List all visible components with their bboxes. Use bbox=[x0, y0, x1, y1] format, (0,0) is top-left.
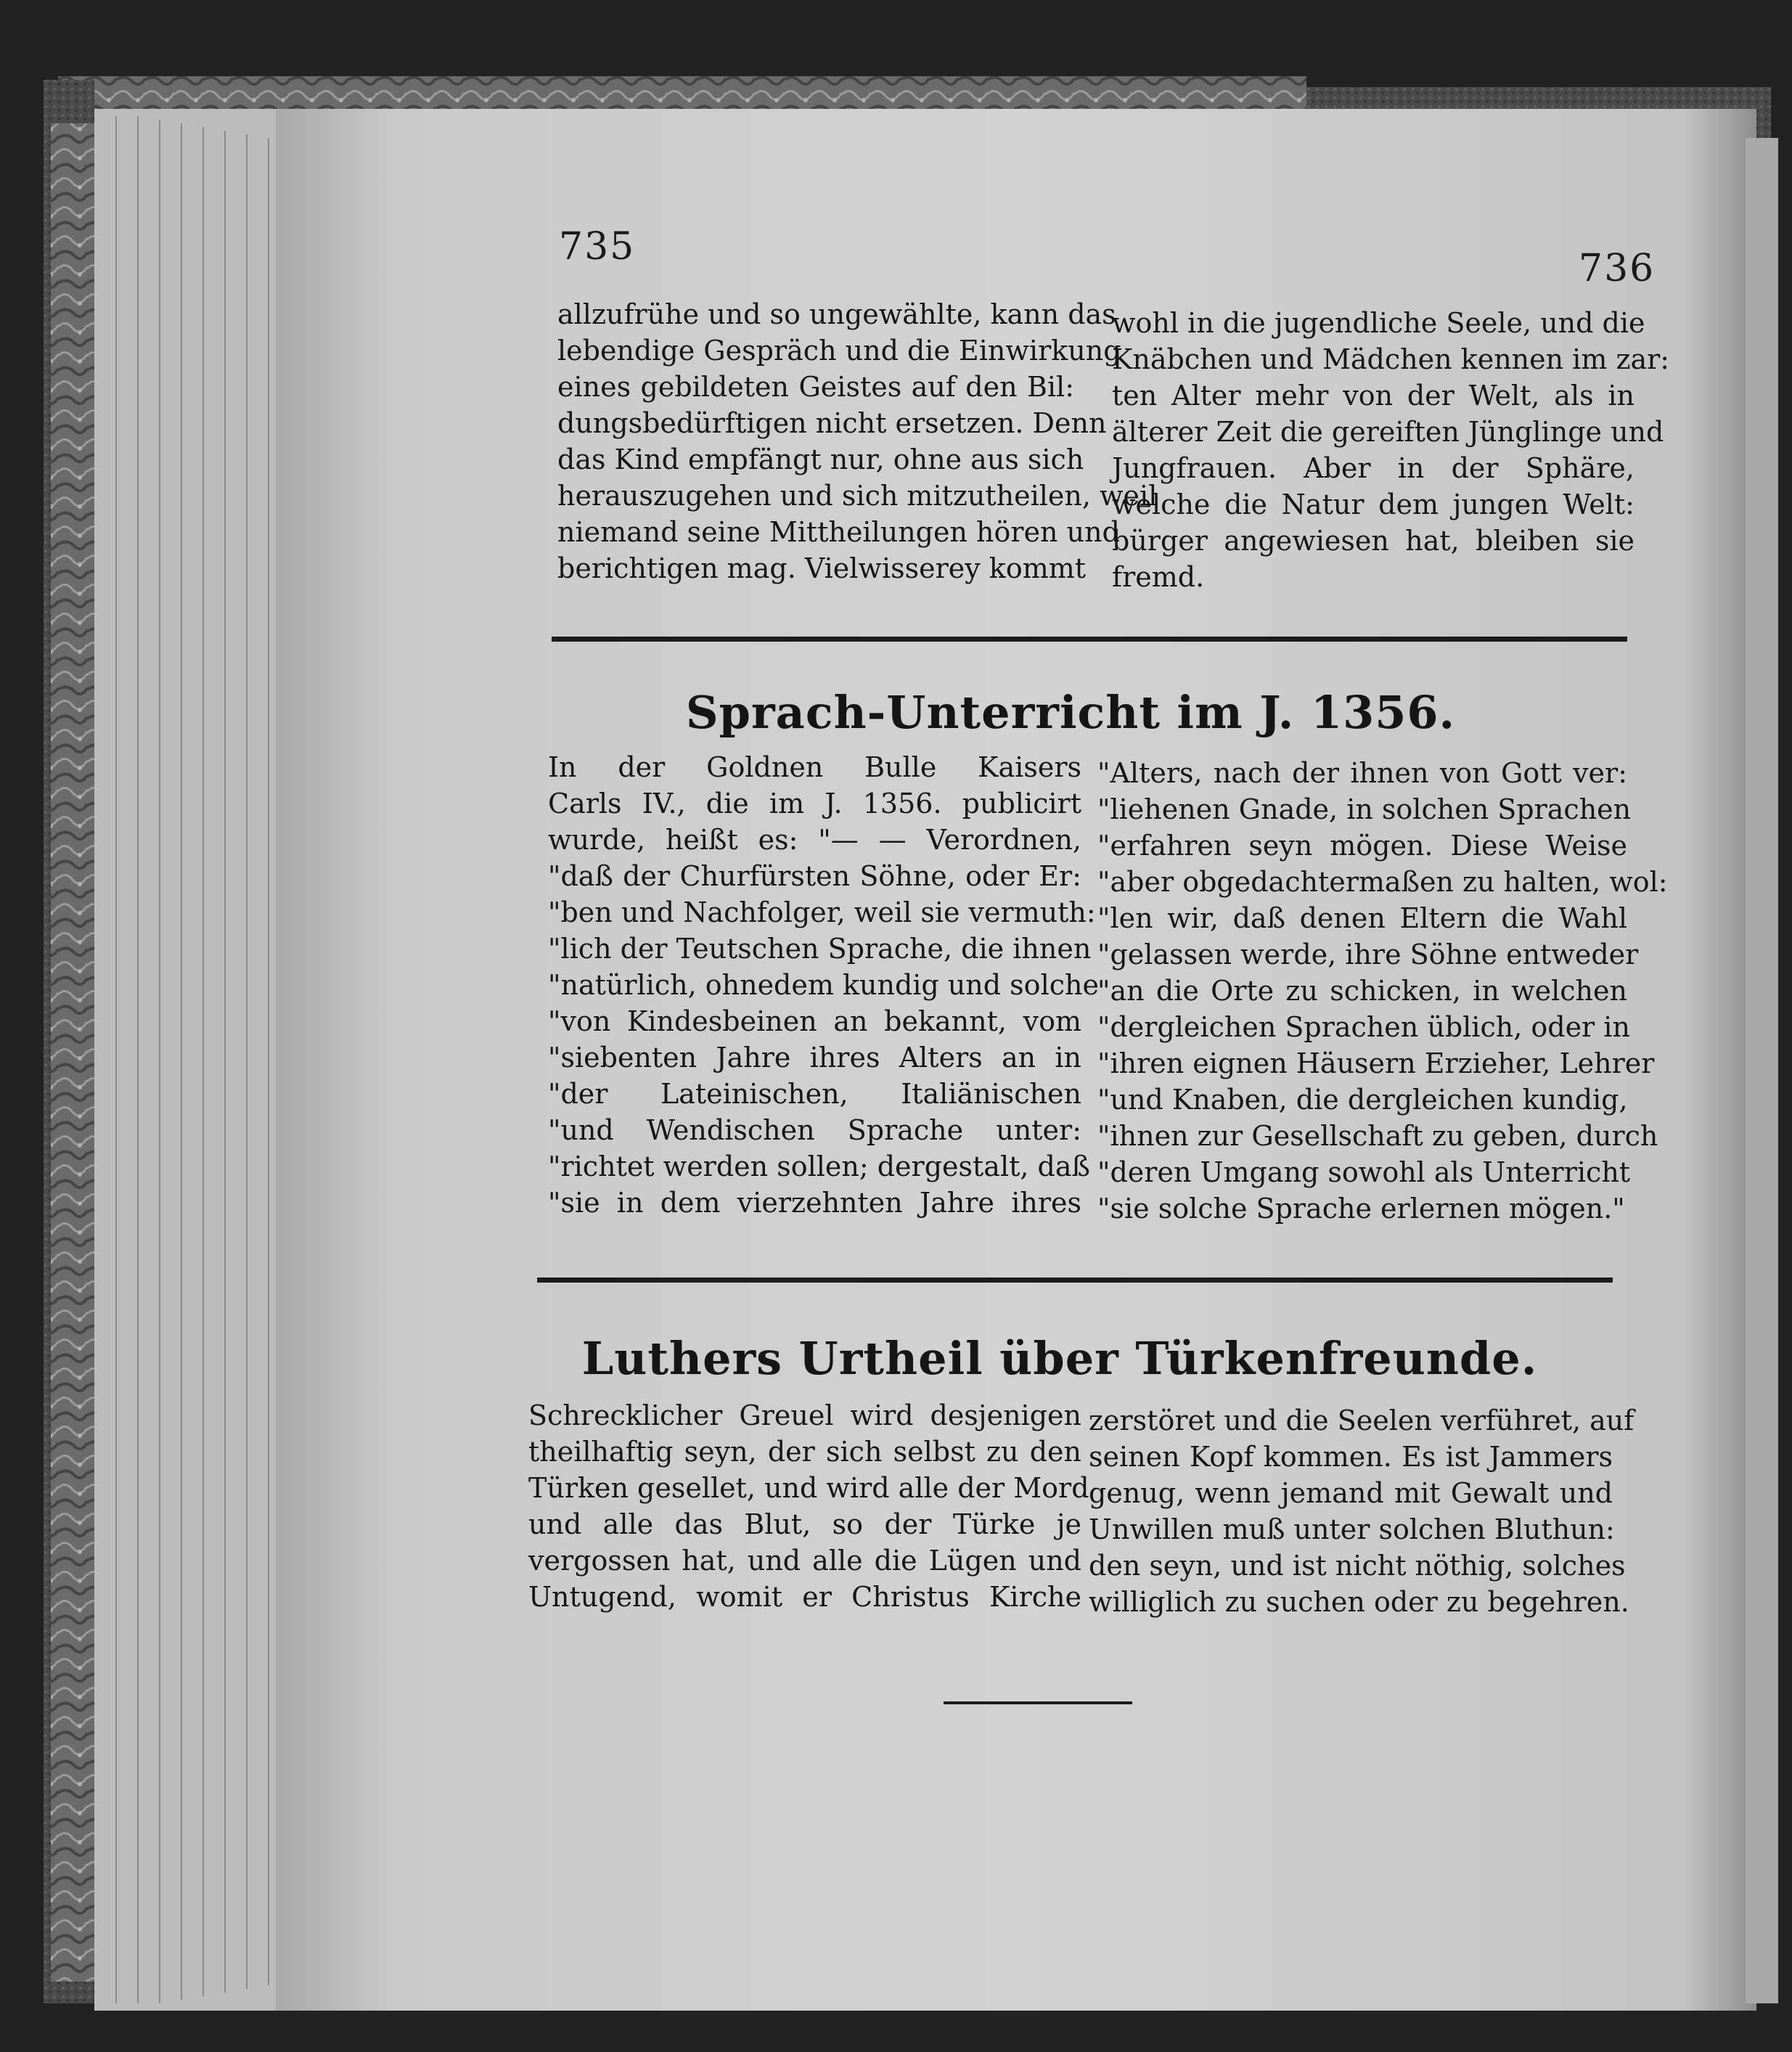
text-line: "und Wendischen Sprache unter: bbox=[548, 1114, 1081, 1146]
text-line: "richtet werden sollen; dergestalt, daß bbox=[548, 1150, 1090, 1182]
text-line: "und Knaben, die dergleichen kundig, bbox=[1097, 1084, 1628, 1116]
text-line: "ihnen zur Gesellschaft zu geben, durch bbox=[1097, 1120, 1658, 1152]
text-line: allzufrühe und so ungewählte, kann das bbox=[557, 298, 1116, 330]
text-line: "sie solche Sprache erlernen mögen." bbox=[1097, 1193, 1625, 1225]
text-line: "siebenten Jahre ihres Alters an in bbox=[548, 1042, 1081, 1074]
text-line: In der Goldnen Bulle Kaisers bbox=[548, 751, 1081, 783]
text-line: "deren Umgang sowohl als Unterricht bbox=[1097, 1156, 1631, 1188]
text-line: "ihren eignen Häusern Erzieher, Lehrer bbox=[1097, 1047, 1655, 1079]
text-line: und alle das Blut, so der Türke je bbox=[528, 1508, 1081, 1540]
text-line: Schrecklicher Greuel wird desjenigen bbox=[528, 1399, 1081, 1431]
section-heading-sprach-unterricht: Sprach-Unterricht im J. 1356. bbox=[685, 686, 1456, 739]
text-line: ten Alter mehr von der Welt, als in bbox=[1112, 380, 1635, 412]
text-line: das Kind empfängt nur, ohne aus sich bbox=[557, 443, 1084, 475]
section2-left-column bbox=[528, 1397, 1089, 1615]
page-number-right: 736 bbox=[1579, 247, 1656, 290]
text-line: wohl in die jugendliche Seele, und die bbox=[1112, 307, 1645, 339]
text-line: "dergleichen Sprachen üblich, oder in bbox=[1097, 1011, 1630, 1043]
marbled-cover-left bbox=[51, 123, 102, 1982]
text-line: williglich zu suchen oder zu begehren. bbox=[1089, 1586, 1629, 1618]
intro-left-column bbox=[557, 296, 1158, 586]
section1-right-column bbox=[1097, 755, 1668, 1227]
text-line: bürger angewiesen hat, bleiben sie bbox=[1112, 525, 1635, 557]
intro-right-column bbox=[1112, 305, 1670, 595]
text-line: "von Kindesbeinen an bekannt, vom bbox=[548, 1005, 1081, 1037]
text-line: "aber obgedachtermaßen zu halten, wol: bbox=[1097, 866, 1668, 898]
section-divider-2 bbox=[537, 1278, 1613, 1283]
text-line: "sie in dem vierzehnten Jahre ihres bbox=[548, 1187, 1081, 1219]
section-heading-luthers-urtheil: Luthers Urtheil über Türkenfreunde. bbox=[581, 1332, 1538, 1385]
text-line: "len wir, daß denen Eltern die Wahl bbox=[1097, 902, 1627, 934]
text-line: "gelassen werde, ihre Söhne entweder bbox=[1097, 939, 1639, 970]
section-divider-1 bbox=[552, 637, 1627, 642]
text-line: "der Lateinischen, Italiänischen bbox=[548, 1078, 1081, 1110]
text-line: lebendige Gespräch und die Einwirkung bbox=[557, 335, 1121, 367]
text-line: herauszugehen und sich mitzutheilen, weil bbox=[557, 480, 1158, 512]
text-line: vergossen hat, und alle die Lügen und bbox=[528, 1545, 1081, 1577]
text-line: Jungfrauen. Aber in der Sphäre, bbox=[1112, 452, 1635, 484]
text-line: theilhaftig seyn, der sich selbst zu den bbox=[528, 1436, 1081, 1468]
text-line: genug, wenn jemand mit Gewalt und bbox=[1089, 1477, 1613, 1509]
text-line: niemand seine Mittheilungen hören und bbox=[557, 516, 1120, 548]
text-line: fremd. bbox=[1112, 561, 1205, 593]
text-line: Carls IV., die im J. 1356. publicirt bbox=[548, 788, 1081, 819]
page-number-left: 735 bbox=[559, 225, 636, 269]
text-line: älterer Zeit die gereiften Jünglinge und bbox=[1112, 416, 1664, 448]
text-line: "ben und Nachfolger, weil sie vermuth: bbox=[548, 896, 1096, 928]
text-line: "liehenen Gnade, in solchen Sprachen bbox=[1097, 793, 1632, 825]
text-line: "daß der Churfürsten Söhne, oder Er: bbox=[548, 860, 1081, 892]
text-line: eines gebildeten Geistes auf den Bil: bbox=[557, 371, 1074, 403]
closing-rule bbox=[944, 1701, 1132, 1704]
text-line: Unwillen muß unter solchen Bluthun: bbox=[1089, 1513, 1615, 1545]
text-line: "an die Orte zu schicken, in welchen bbox=[1097, 975, 1627, 1007]
text-line: den seyn, und ist nicht nöthig, solches bbox=[1089, 1550, 1626, 1582]
text-line: berichtigen mag. Vielwisserey kommt bbox=[557, 552, 1087, 584]
text-line: "erfahren seyn mögen. Diese Weise bbox=[1097, 830, 1627, 862]
text-line: dungsbedürftigen nicht ersetzen. Denn bbox=[557, 407, 1107, 439]
text-line: "lich der Teutschen Sprache, die ihnen bbox=[548, 933, 1092, 965]
section2-right-column bbox=[1089, 1402, 1635, 1620]
text-line: Knäbchen und Mädchen kennen im zar: bbox=[1112, 343, 1670, 375]
text-line: Türken gesellet, und wird alle der Mord bbox=[528, 1472, 1089, 1504]
text-line: "Alters, nach der ihnen von Gott ver: bbox=[1097, 757, 1627, 789]
text-line: "natürlich, ohnedem kundig und solche bbox=[548, 969, 1099, 1001]
text-line: seinen Kopf kommen. Es ist Jammers bbox=[1089, 1441, 1613, 1473]
right-page-edge bbox=[1746, 138, 1778, 2003]
section1-left-column bbox=[548, 749, 1099, 1221]
text-line: wurde, heißt es: "— — Verordnen, bbox=[548, 824, 1081, 856]
text-line: Untugend, womit er Christus Kirche bbox=[528, 1581, 1081, 1613]
text-line: welche die Natur dem jungen Welt: bbox=[1112, 489, 1635, 520]
book-page-stack bbox=[94, 109, 283, 2011]
text-line: zerstöret und die Seelen verführet, auf bbox=[1089, 1405, 1635, 1436]
